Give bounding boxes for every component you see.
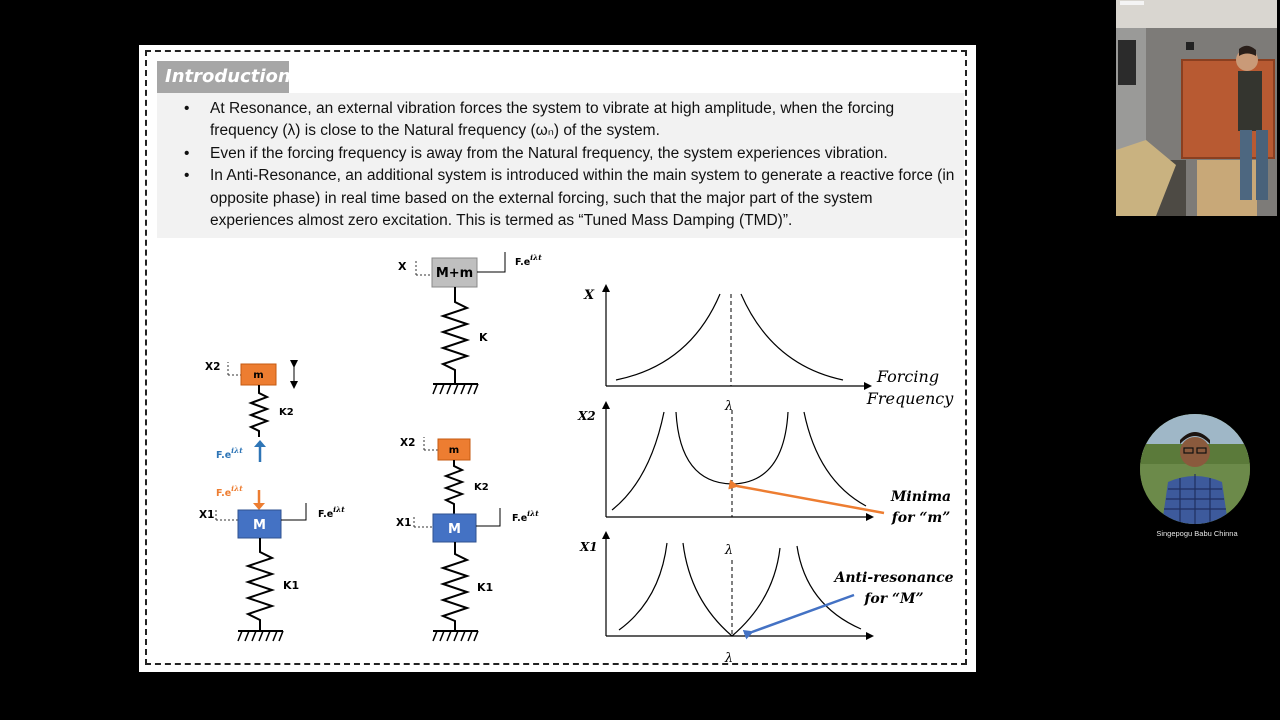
plot-x1-response	[579, 535, 954, 666]
top-force-line	[477, 252, 505, 272]
bullet-anti-resonance: • In Anti-Resonance, an additional system is introduced within the main system to generate a reactive force (in opposite phase) in real time based on the external forcing, such that the major part of the system experiences almost zero excitation. This is termed as “Tuned Mass Damping (TMD)”.	[177, 165, 957, 232]
left-main-mass-label: M	[253, 518, 266, 533]
left-spring1	[248, 538, 272, 631]
left-force-down-label: $F.e^{i\lambda t}$	[216, 484, 243, 499]
top-force-label: $F.e^{i\lambda t}$	[515, 253, 542, 268]
left-small-disp: X2	[205, 361, 221, 373]
left-main-disp: X1	[199, 509, 215, 521]
plot1-xtick: λ	[724, 399, 734, 414]
participant-avatar[interactable]	[1140, 414, 1250, 524]
plot2-annot-line2: for “m”	[891, 510, 951, 526]
plot1-curve-left	[616, 294, 720, 380]
slide-heading: Introduction:	[157, 61, 289, 93]
participant-photo	[1140, 414, 1250, 524]
plot3-curve-3	[797, 546, 861, 629]
top-spring-label: K	[479, 331, 488, 344]
mid-spring2-label: K2	[474, 482, 489, 493]
top-system	[398, 252, 542, 394]
presenter-video[interactable]	[1116, 0, 1277, 216]
mid-small-mass-label: m	[448, 445, 460, 456]
plot3-anti-resonance-arrow	[752, 595, 854, 632]
top-disp-label: X	[398, 260, 407, 273]
plot3-curve-1	[619, 543, 667, 630]
plot3-xtick: λ	[724, 651, 734, 666]
top-spring	[443, 287, 467, 384]
left-spring1-label: K1	[283, 579, 300, 592]
left-spring2	[251, 385, 267, 437]
plot2-xtick: λ	[724, 543, 734, 558]
plot1-xlabel-line1: Forcing	[876, 367, 940, 386]
left-spring2-label: K2	[279, 407, 294, 418]
mid-main-disp: X1	[396, 517, 412, 529]
top-mass-label: M+m	[435, 266, 474, 281]
bullet-away-from-natural: • Even if the forcing frequency is away from the Natural frequency, the system experiences vibration.	[177, 143, 957, 165]
bullet-resonance: • At Resonance, an external vibration forces the system to vibrate at high amplitude, when the forcing frequency (λ) is close to the Natural frequency (ωₙ) of the system.	[177, 98, 957, 143]
plot2-curve-1	[612, 412, 664, 510]
mid-system	[396, 437, 539, 641]
mid-main-mass-label: M	[448, 522, 461, 537]
plot3-annot-line2: for “M”	[864, 591, 924, 607]
plot1-ylabel: X	[584, 288, 595, 303]
left-system	[199, 361, 345, 641]
mid-spring2	[446, 460, 462, 514]
plot1-curve-right	[741, 294, 843, 380]
plot2-curve-3	[804, 412, 866, 506]
mid-main-force-label: $F.e^{i\lambda t}$	[512, 509, 539, 524]
plot3-annot-line1: Anti-resonance	[834, 570, 954, 586]
plot-x-response	[583, 288, 954, 414]
plot2-ylabel: X2	[578, 409, 596, 423]
participant-name: Singepogu Babu Chinna	[1156, 529, 1238, 538]
left-force-up-label: $F.e^{i\lambda t}$	[216, 446, 243, 461]
plot2-minima-arrow	[737, 486, 884, 513]
plot2-annot-line1: Minima	[890, 489, 952, 505]
left-main-force-label: $F.e^{i\lambda t}$	[318, 505, 345, 520]
plot-x2-response	[577, 405, 951, 558]
left-small-mass-label: m	[253, 370, 264, 381]
plot1-xlabel-line2: Frequency	[866, 389, 954, 408]
presenter-video-frame	[1116, 0, 1277, 216]
mid-spring1	[443, 542, 467, 631]
mid-spring1-label: K1	[477, 581, 494, 594]
plot3-ylabel: X1	[580, 540, 598, 554]
mid-small-disp: X2	[400, 437, 416, 449]
